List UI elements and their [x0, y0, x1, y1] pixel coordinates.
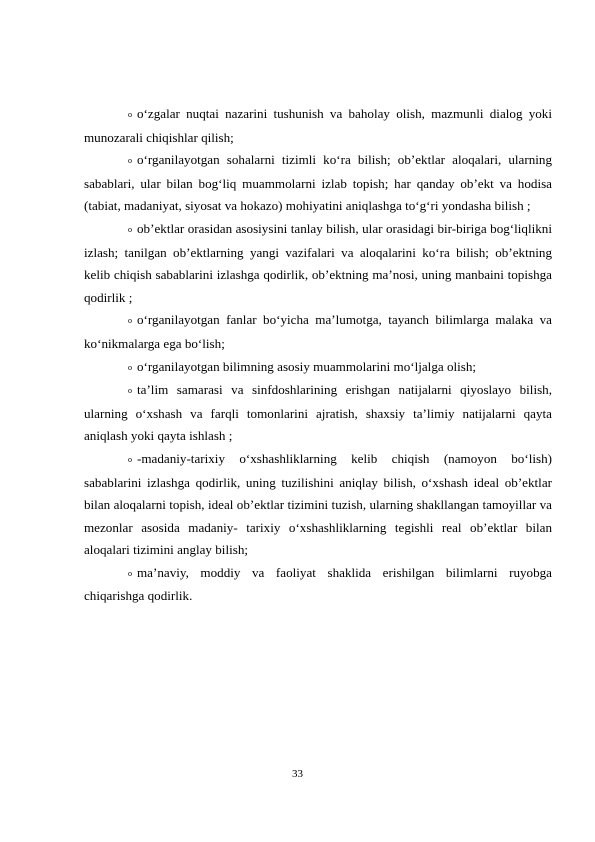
bullet-item [84, 309, 552, 355]
bullet-icon: o [128, 386, 132, 396]
bullet-icon: o [128, 316, 132, 326]
bullet-item [84, 149, 552, 218]
bullet-item [84, 356, 552, 380]
bullet-text: ma’naviy, moddiy va faoliyat shaklida erishilgan bilimlarni ruyobga chiqarishga qodirlik. [84, 564, 552, 604]
bullet-icon: o [128, 568, 132, 578]
bullet-icon: o [128, 110, 132, 119]
bullet-text: o‘rganilayotgan fanlar bo‘yicha ma’lumotga, tayanch bilimlarga malaka va ko‘nikmalarga ega bo‘lish; [84, 312, 552, 351]
bullet-icon: o [128, 454, 132, 464]
bullet-icon: o [128, 224, 132, 234]
bullet-item [84, 379, 552, 448]
bullet-icon: o [128, 156, 132, 166]
bullet-item [84, 218, 552, 309]
bullet-icon: o [128, 362, 132, 372]
bullet-item [84, 562, 552, 608]
bullet-text: o‘rganilayotgan sohalarni tizimli ko‘ra bilish; ob’ektlar aloqalari, ularning sabablari, ular bilan bog‘liq muammolarni izlab topish; har qanday ob’ekt va hodisa (tabiat, madaniyat, siyosat va hokazo) mohiyatini aniqlashga to‘g‘ri yondasha bilish ; [84, 152, 552, 214]
bullet-text: ob’ektlar orasidan asosiysini tanlay bilish, ular orasidagi bir-biriga bog‘liqlikni izlash; tanilgan ob’ektlarning yangi vazifalari va aloqalarini ko‘ra bilish; ob’ektning kelib chiqish sabablarini izlashga qodirlik, ob’ektning ma’nosi, uning manbaini topishga qodirlik ; [84, 220, 552, 305]
bullet-text: o‘rganilayotgan bilimning asosiy muammolarini mo‘ljalga olish; [137, 358, 477, 374]
bullet-text: o‘zgalar nuqtai nazarini tushunish va baholay olish, mazmunli dialog yoki munozarali chiqishlar qilish; [84, 106, 552, 145]
bullet-item [84, 103, 552, 149]
bullet-item [84, 448, 552, 562]
bullet-text: ta’lim samarasi va sinfdoshlarining erishgan natijalarni qiyoslayo bilish, ularning o‘xshash va farqli tomonlarini ajratish, shaxsiy ta’limiy natijalarni qayta aniqlash yoki qayta ishlash ; [84, 382, 552, 444]
document-body [84, 103, 552, 608]
bullet-text: -madaniy-tarixiy o‘xshashliklarning kelib chiqish (namoyon bo‘lish) sabablarini izlashga qodirlik, uning tuzilishini aniqlay bilish, o‘xshash ideal ob’ektlar bilan aloqalarni topish, ideal ob’ektlar tizimini tuzish, ularning shakllangan tamoyillar va mezonlar asosida madaniy- tarixiy o‘xshashliklarning tegishli real ob’ektlar bilan aloqalari tizimini anglay bilish; [84, 450, 552, 558]
page-number: 33 [292, 768, 303, 780]
